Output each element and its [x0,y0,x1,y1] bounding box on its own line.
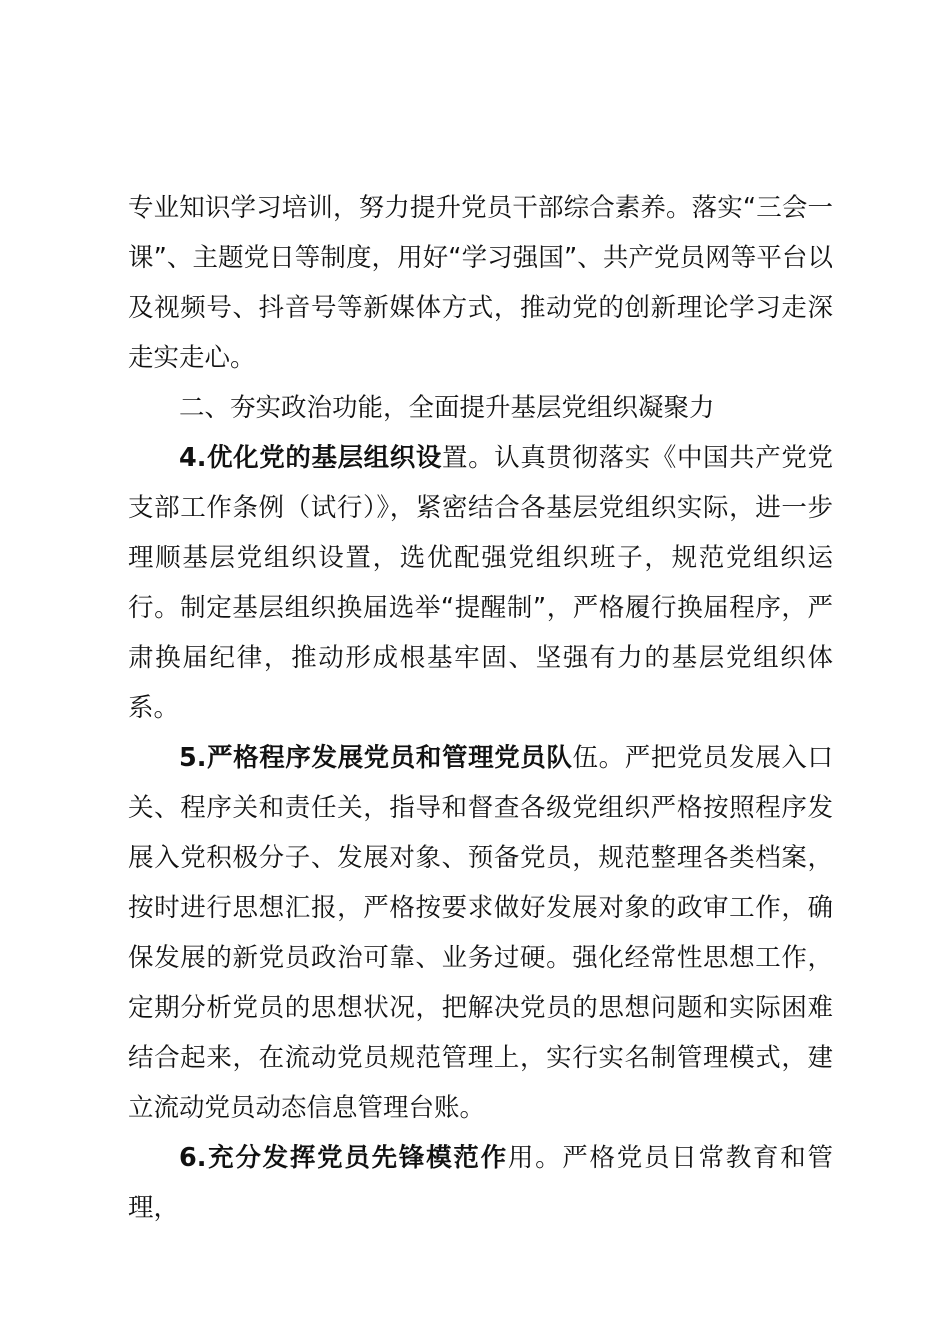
paragraph-study-training [128,183,833,383]
paragraph-item-6 [128,1133,833,1233]
item-5-lead: 5.严格程序发展党员和管理党员队 [179,743,573,773]
document-body [128,183,833,1233]
item-4-lead: 4.优化党的基层组织设 [179,443,442,473]
paragraph-item-4 [128,433,833,733]
item-5-text: 伍。严把党员发展入口关、程序关和责任关，指导和督查各级党组织严格按照程序发展入党积极分子、发展对象、预备党员，规范整理各类档案，按时进行思想汇报，严格按要求做好发展对象的政审工作，确保发展的新党员政治可靠、业务过硬。强化经常性思想工作，定期分析党员的思想状况，把解决党员的思想问题和实际困难结合起来，在流动党员规范管理上，实行实名制管理模式，建立流动党员动态信息管理台账。 [128,743,833,1123]
item-6-lead: 6.充分发挥党员先锋模范作 [179,1143,508,1173]
section-heading-text: 二、夯实政治功能，全面提升基层党组织凝聚力 [179,393,715,423]
item-6-text: 用。严格党员日常教育和管理， [128,1143,833,1223]
paragraph-text: 专业知识学习培训，努力提升党员干部综合素养。落实“三会一课”、主题党日等制度，用好“学习强国”、共产党员网等平台以及视频号、抖音号等新媒体方式，推动党的创新理论学习走深走实走心。 [128,193,833,373]
paragraph-item-5 [128,733,833,1133]
item-4-text: 置。认真贯彻落实《中国共产党党支部工作条例（试行）》，紧密结合各基层党组织实际，进一步理顺基层党组织设置，选优配强党组织班子，规范党组织运行。制定基层组织换届选举“提醒制”，严格履行换届程序，严肃换届纪律，推动形成根基牢固、坚强有力的基层党组织体系。 [128,443,833,723]
section-heading-political-function [128,383,833,433]
